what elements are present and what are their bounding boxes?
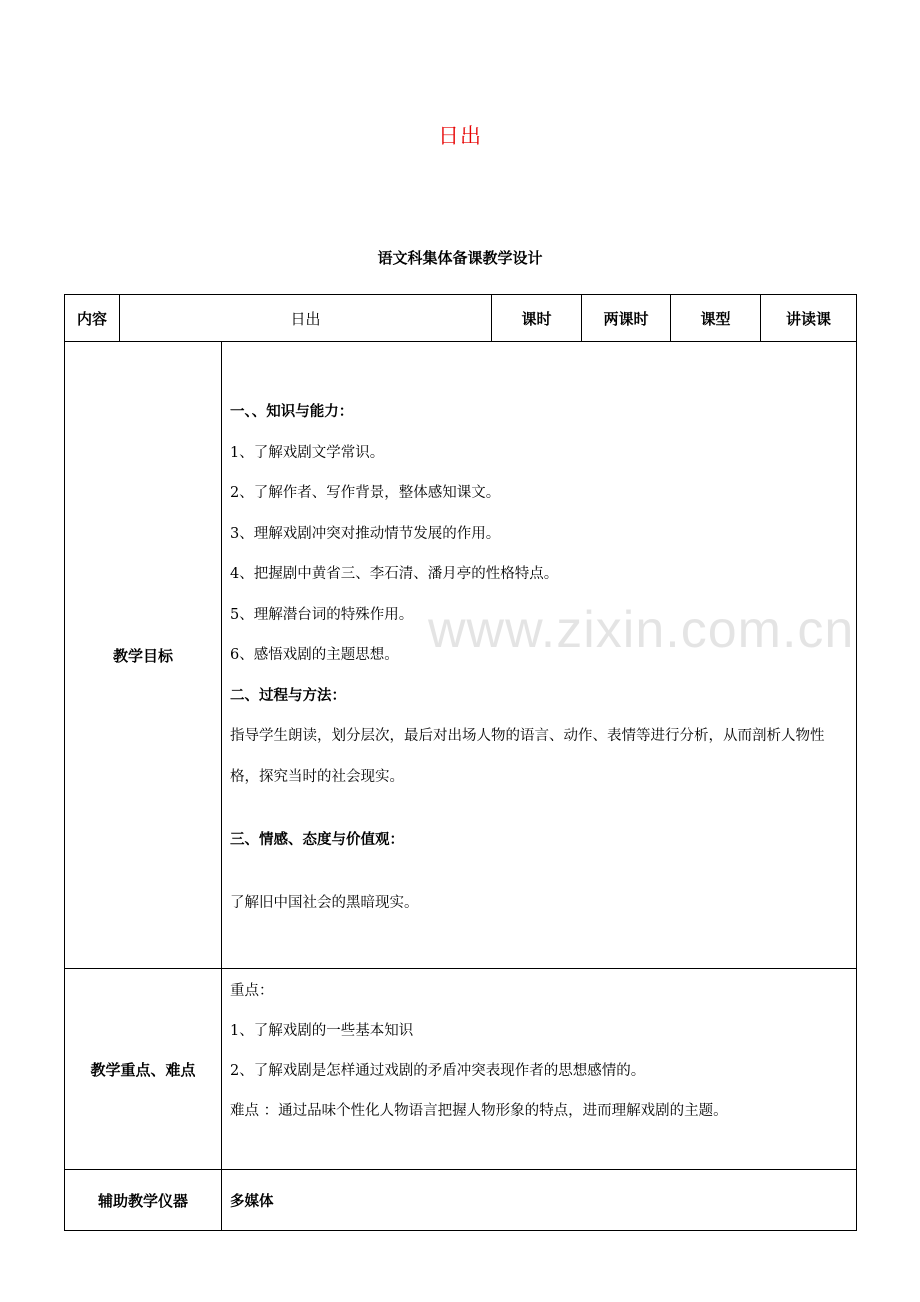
content-value: 日出	[120, 295, 492, 342]
section3-text: 了解旧中国社会的黑暗现实。	[230, 894, 419, 911]
watermark-text: www.zixin.com.cn	[428, 601, 855, 659]
section2-title: 二、过程与方法：	[230, 687, 346, 704]
equipment-row	[65, 1170, 857, 1231]
goal-item: 5、理解潜台词的特殊作用。	[230, 606, 414, 623]
key-title: 重点：	[230, 983, 274, 999]
document-title: 日出	[438, 124, 482, 148]
hours-value: 两课时	[582, 295, 671, 342]
content-label: 内容	[65, 295, 120, 342]
goal-item: 4、把握剧中黄省三、李石清、潘月亭的性格特点。	[230, 566, 559, 582]
lesson-plan-table	[64, 294, 857, 1231]
goals-label: 教学目标	[65, 342, 222, 969]
goal-item: 1、了解戏剧文学常识。	[230, 444, 385, 461]
hours-label: 课时	[492, 295, 582, 342]
goal-item: 3、理解戏剧冲突对推动情节发展的作用。	[230, 525, 501, 542]
goal-item: 2、了解作者、写作背景，整体感知课文。	[230, 485, 501, 501]
key-item: 1、了解戏剧的一些基本知识	[230, 1023, 414, 1039]
keys-row	[65, 969, 857, 1170]
section3-title: 三、情感、态度与价值观：	[230, 832, 404, 848]
header-row	[65, 295, 857, 342]
keys-content	[222, 969, 857, 1170]
type-label: 课型	[671, 295, 761, 342]
key-item: 2、了解戏剧是怎样通过戏剧的矛盾冲突表现作者的思想感情的。	[230, 1063, 646, 1079]
equipment-label: 辅助教学仪器	[65, 1170, 222, 1231]
document-subtitle: 语文科集体备课教学设计	[377, 249, 543, 267]
section2-text: 指导学生朗读，划分层次，最后对出场人物的语言、动作、表情等进行分析，从而剖析人物性格，探究当时的社会现实。	[230, 728, 825, 785]
type-value: 讲读课	[761, 295, 857, 342]
goal-item: 6、感悟戏剧的主题思想。	[230, 647, 399, 663]
difficulty-text: 难点 ：通过品味个性化人物语言把握人物形象的特点，进而理解戏剧的主题。	[230, 1103, 728, 1119]
section1-title: 一、、知识与能力：	[230, 404, 354, 420]
keys-label: 教学重点、难点	[65, 969, 222, 1170]
equipment-value: 多媒体	[222, 1170, 857, 1231]
